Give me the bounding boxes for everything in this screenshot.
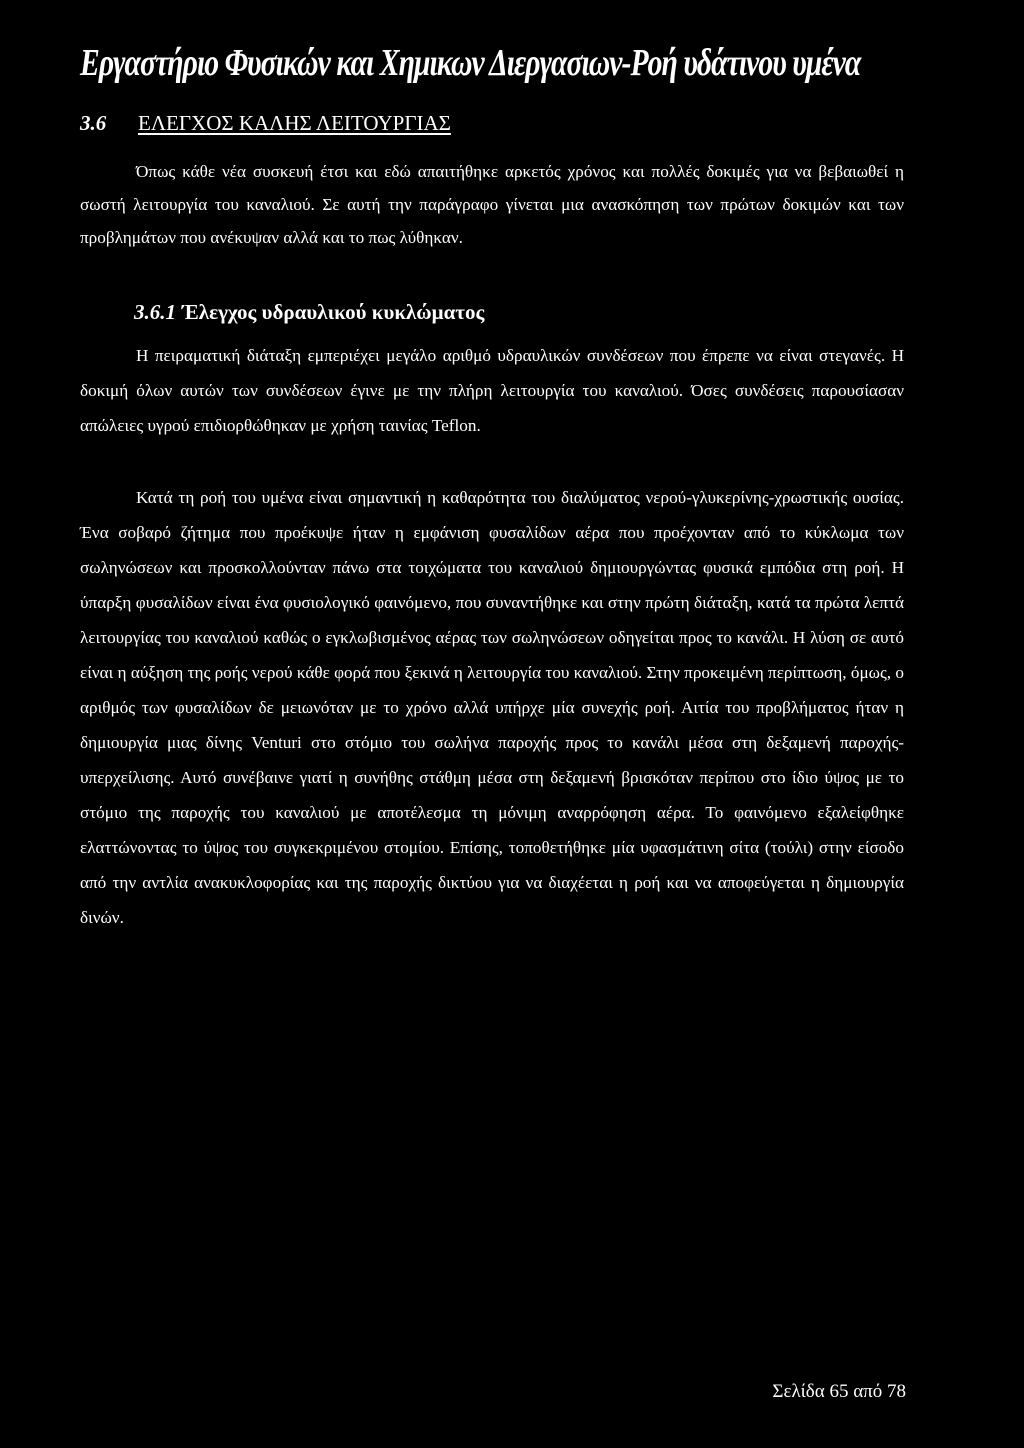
section-number: 3.6	[80, 111, 107, 135]
section-heading	[80, 109, 451, 137]
body-paragraph: Κατά τη ροή του υμένα είναι σημαντική η καθαρότητα του διαλύματος νερού-γλυκερίνης-χρωστικής ουσίας. Ένα σοβαρό ζήτημα που προέκυψε ήταν η εμφάνιση φυσαλίδων αέρα που προέχονταν από το κύκλωμα των σωληνώσεων και προσκολλούνταν πάνω στα τοιχώματα του καναλιού δημιουργώντας φυσικά εμπόδια στη ροή. Η ύπαρξη φυσαλίδων είναι ένα φυσιολογικό φαινόμενο, που συναντήθηκε και στην πρώτη διάταξη, κατά τα πρώτα λεπτά λειτουργίας του καναλιού καθώς ο εγκλωβισμένος αέρας των σωληνώσεων οδηγείται προς το κανάλι. Η λύση σε αυτό είναι η αύξηση της ροής νερού κάθε φορά που ξεκινά η λειτουργία του καναλιού. Στην προκειμένη περίπτωση, όμως, ο αριθμός των φυσαλίδων δε μειωνόταν με το χρόνο αλλά υπήρχε μία συνεχής ροή. Αιτία του προβλήματος ήταν η δημιουργία μιας δίνης Venturi στο στόμιο του σωλήνα παροχής προς το κανάλι μέσα στη δεξαμενή παροχής-υπερχείλισης. Αυτό συνέβαινε γιατί η συνήθης στάθμη μέσα στη δεξαμενή βρισκόταν περίπου στο ίδιο ύψος με το στόμιο της παροχής του καναλιού με αποτέλεσμα τη μόνιμη αναρρόφηση αέρα. Το φαινόμενο εξαλείφθηκε ελαττώνοντας το ύψος του συγκεκριμένου στομίου. Επίσης, τοποθετήθηκε μία υφασμάτινη σίτα (τούλι) στην είσοδο από την αντλία ανακυκλοφορίας και της παροχής δικτύου για να διαχέεται η ροή και να αποφεύγεται η δημιουργία δινών.	[80, 488, 904, 927]
section-intro-paragraph: Όπως κάθε νέα συσκευή έτσι και εδώ απαιτήθηκε αρκετός χρόνος και πολλές δοκιμές για να βεβαιωθεί η σωστή λειτουργία του καναλιού. Σε αυτή την παράγραφο γίνεται μια ανασκόπηση των πρώτων δοκιμών και των προβλημάτων που ανέκυψαν αλλά και το πως λύθηκαν.	[80, 162, 904, 247]
subsection-number: 3.6.1	[134, 300, 176, 324]
subsection-heading	[134, 298, 484, 326]
subsection-title: Έλεγχος υδραυλικού κυκλώματος	[182, 300, 485, 324]
page-number: Σελίδα 65 από 78	[772, 1381, 906, 1402]
section-title: ΕΛΕΓΧΟΣ ΚΑΛΗΣ ΛΕΙΤΟΥΡΓΙΑΣ	[138, 111, 451, 135]
running-header: Εργαστήριο Φυσικών και Χημικων Διεργασιων-Ροή υδάτινου υμένα	[80, 42, 861, 84]
body-paragraph: Η πειραματική διάταξη εμπεριέχει μεγάλο αριθμό υδραυλικών συνδέσεων που έπρεπε να είναι στεγανές. Η δοκιμή όλων αυτών των συνδέσεων έγινε με την πλήρη λειτουργία του καναλιού. Όσες συνδέσεις παρουσίασαν απώλειες υγρού επιδιορθώθηκαν με χρήση ταινίας Teflon.	[80, 346, 904, 435]
